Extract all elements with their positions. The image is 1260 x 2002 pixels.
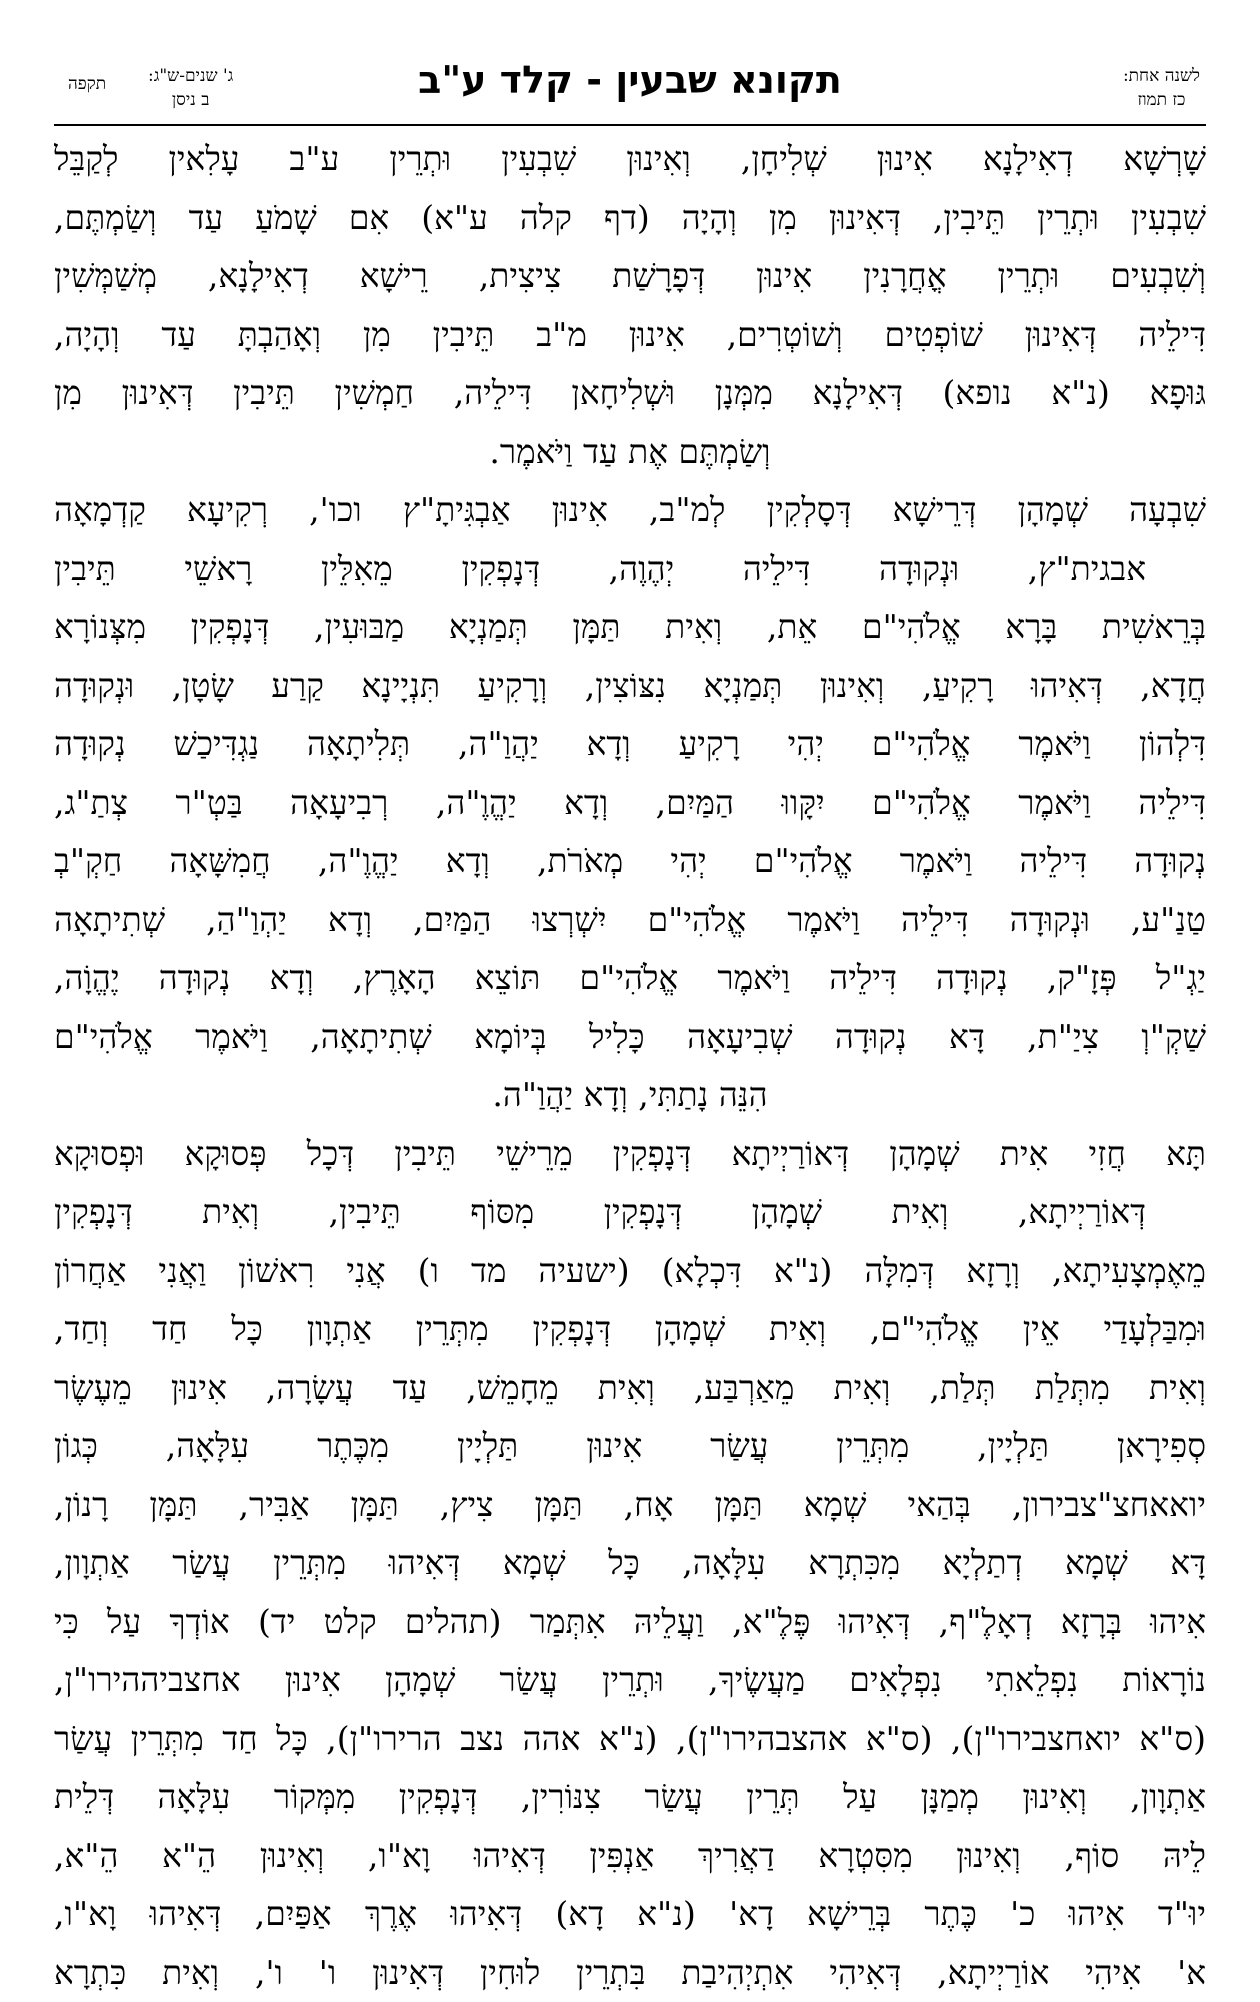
text-line: וְשַׂמְתֶּם אֶת עַד וַיֹּאמֶר. bbox=[54, 423, 1206, 482]
text-line: אבגית"ץ, וּנְקוּדָה דִּילֵיה יְהֶוֶה, דְּנָפְקִין מֵאִלֵּין רָאשֵׁי תֵּיבִין bbox=[54, 540, 1206, 599]
text-line: טַנַ"ע, וּנְקוּדָה דִּילֵיה וַיֹּאמֶר אֱלֹהִי"ם יִשְׁרְצוּ הַמַּיִם, וְדָא יַהְוַ"הַ, שְׁתִיתָאָה bbox=[54, 891, 1206, 950]
text-line: הִנֵּה נָתַתִּי, וְדָא יַהֲוַ"ה. bbox=[54, 1066, 1206, 1125]
text-line: שַׁקְ"וְ צִיַ"ת, דָּא נְקוּדָה שְׁבִיעָאָה כָּלִיל בְּיוֹמָא שְׁתִיתָאָה, וַיֹּאמֶר אֱלֹהִי"ם bbox=[54, 1008, 1206, 1067]
text-line: יואאחצ"צבירון, בְּהַאי שְׁמָא תַּמָּן אָח, תַּמָּן צִיץ, תַּמָּן אַבִּיר, תַּמָּן רָנוֹן, bbox=[54, 1476, 1206, 1535]
text-line: בְּרֵאשִׁית בָּרָא אֱלֹהִי"ם אֵת, וְאִית תַּמָּן תְּמַנְיָא מַבּוּעִין, דְּנָפְקִין מִצְּנוֹרָא bbox=[54, 598, 1206, 657]
text-line: (ס"א יואחצבירו"ן), (ס"א אהצבהירו"ן), (נ"א אהה נצב הרירו"ן), כָּל חַד מִתְּרֵין עֲשַׂר bbox=[54, 1710, 1206, 1769]
header-left-date: ב ניסן bbox=[148, 88, 233, 112]
text-line: נוֹרָאוֹת נִפְלֵאתִי נִפְלָאִים מַעֲשֶׂיךָ, וּתְרֵין עֲשַׂר שְׁמָהָן אִינוּן אחצביההירו"ן, bbox=[54, 1651, 1206, 1710]
text-line: דָּא שְׁמָא דְתַלְיָא מִכִּתְרָא עִלָּאָה, כָּל שְׁמָא דְּאִיהוּ מִתְּרֵין עֲשַׂר אַתְוָון, bbox=[54, 1534, 1206, 1593]
header-right-line1: לשנה אחת: bbox=[1123, 64, 1200, 88]
header-rule bbox=[54, 124, 1206, 126]
page bbox=[54, 50, 1206, 1850]
text-line: יַגְ"ל פְּזָ"ק, נְקוּדָה דִּילֵיה וַיֹּאמֶר אֱלֹהִי"ם תּוֹצֵא הָאָרֶץ, וְדָא נְקוּדָה יֶהֱוָֹה, bbox=[54, 949, 1206, 1008]
text-line: וְשִׁבְעִים וּתְרֵין אֳחֲרָנִין אִינוּן דְּפָרָשַׁת צִיצִית, רֵישָׁא דְאִילָנָא, מְשַׁמְּשִׁין bbox=[54, 247, 1206, 306]
text-line: גּוּפָא (נ"א נופא) דְּאִילָנָא מִמְּנָן וּשְׁלִיחָאן דִּילֵיה, חַמְשִׁין תֵּיבִין דְּאִינוּן מִן bbox=[54, 364, 1206, 423]
text-body bbox=[54, 130, 1206, 2002]
text-line: מֵאֶמְצָעִיתָא, וְרָזָא דְּמִלָּה (נ"א דִּכְלָא) (ישעיה מד ו) אֲנִי רִאשׁוֹן וַאֲנִי אַחֲרוֹן bbox=[54, 1242, 1206, 1301]
text-line: נְקוּדָה דִּילֵיה וַיֹּאמֶר אֱלֹהִי"ם יְהִי מְאֹרֹת, וְדָא יַהֱוֶ"ה, חֲמִשָּׁאָה חַקְ"בְ bbox=[54, 832, 1206, 891]
text-line: דְּאוֹרַיְיתָא, וְאִית שְׁמָהָן דְּנָפְקִין מִסּוֹף תֵּיבִין, וְאִית דְּנָפְקִין bbox=[54, 1183, 1206, 1242]
text-line: דִּילֵיה דְּאִינוּן שׁוֹפְטִים וְשׁוֹטְרִים, אִינוּן מ"ב תֵּיבִין מִן וְאָהַבְתָּ עַד וְהָיָה, bbox=[54, 306, 1206, 365]
header-left-block bbox=[148, 64, 233, 112]
text-line: חֲדָא, דְּאִיהוּ רָקִיעַ, וְאִינוּן תְּמַנְיָא נִצּוֹצִין, וְרָקִיעַ תִּנְיָינָא קַרַע שָׂטָן, וּנְקוּדָה bbox=[54, 657, 1206, 716]
text-line: אַתְוָון, וְאִינוּן מְמַנָּן עַל תְּרֵין עֲשַׂר צִנּוֹרִין, דְּנָפְקִין מִמְּקוֹר עִלָּאָה דְּלֵית bbox=[54, 1768, 1206, 1827]
header-left-years: ג' שנים-ש"ג: bbox=[148, 64, 233, 88]
text-line: תָּא חֲזִי אִית שְׁמָהָן דְּאוֹרַיְיתָא דְּנָפְקִין מֵרֵישֵׁי תֵּיבִין דְּכָל פְּסוּקָא וּפְסוּקָא bbox=[54, 1125, 1206, 1184]
text-line: א' אִיהִי אוֹרַיְיתָא, דְּאִיהִי אִתְיְהִיבַת בִּתְרֵין לוּחִין דְּאִינוּן ו' ו', וְאִית כִּתְרָא bbox=[54, 1944, 1206, 2002]
text-line: שִׁבְעָה שְׁמָהָן דְּרֵישָׁא דְּסָלְקִין לְמ"ב, אִינוּן אַבְגִּיתָ"ץ וכו', רְקִיעָא קַדְמָאָה bbox=[54, 481, 1206, 540]
header-right-line2: כז תמוז bbox=[1123, 88, 1200, 112]
text-line: דִּילֵיה וַיֹּאמֶר אֱלֹהִי"ם יִקָּווּ הַמַּיִם, וְדָא יַהֱוֶ"ה, רְבִיעָאָה בַּטְ"ר צְתַ"ג, bbox=[54, 774, 1206, 833]
text-line: דִּלְהוֹן וַיֹּאמֶר אֱלֹהִי"ם יְהִי רָקִיעַ וְדָא יַהֲוַ"ה, תְּלִיתָאָה נַגְדִּיכַשׁ נְקוּדָה bbox=[54, 715, 1206, 774]
text-line: אִיהוּ בְּרָזָא דְאָלֶ"ף, דְּאִיהוּ פֶּלֶ"א, וַעֲלֵיהּ אִתְּמַר (תהלים קלט יד) אוֹדְךָ עַל כִּי bbox=[54, 1593, 1206, 1652]
page-title: תקונא שבעין - קלד ע"ב bbox=[54, 56, 1206, 104]
page-header bbox=[54, 50, 1206, 130]
text-line: וְאִית מִתְּלַת תְּלַת, וְאִית מֵאַרְבַּע, וְאִית מֵחָמֵשׁ, עַד עֲשָׂרָה, אִינוּן מֵעֶשֶׂר bbox=[54, 1359, 1206, 1418]
text-line: שִׁבְעִין וּתְרֵין תֵּיבִין, דְּאִינוּן מִן וְהָיָה (דף קלה ע"א) אִם שָׁמֹעַ עַד וְשַׂמְתֶּם, bbox=[54, 189, 1206, 248]
header-left-label: תקפה bbox=[68, 72, 106, 96]
text-line: יוּ"ד אִיהוּ כ' כֶּתֶר בְּרֵישָׁא דָא' (נ"א דָא) דְּאִיהוּ אֶרֶךְ אַפַּיִם, דְּאִיהוּ וָא"ו, bbox=[54, 1885, 1206, 1944]
text-line: לֵיהּ סוֹף, וְאִינוּן מִסִּטְרָא דַאֲרִיךְ אַנְפִּין דְּאִיהוּ וָא"ו, וְאִינוּן הֵ"א הֵ"א, bbox=[54, 1827, 1206, 1886]
text-line: סְפִירָאן תַּלְיָין, מִתְּרֵין עֲשַׂר אִינוּן תַּלְיָין מִכֶּתֶר עִלָּאָה, כְּגוֹן bbox=[54, 1417, 1206, 1476]
text-line: וּמִבַּלְעָדַי אֵין אֱלֹהִי"ם, וְאִית שְׁמָהָן דְּנָפְקִין מִתְּרֵין אַתְוָון כָּל חַד וְחַד, bbox=[54, 1300, 1206, 1359]
text-line: שָׁרְשָׁא דְאִילָנָא אִינוּן שְׁלִיחָן, וְאִינוּן שִׁבְעִין וּתְרֵין ע"ב עָלִאין לְקַבֵּל bbox=[54, 130, 1206, 189]
